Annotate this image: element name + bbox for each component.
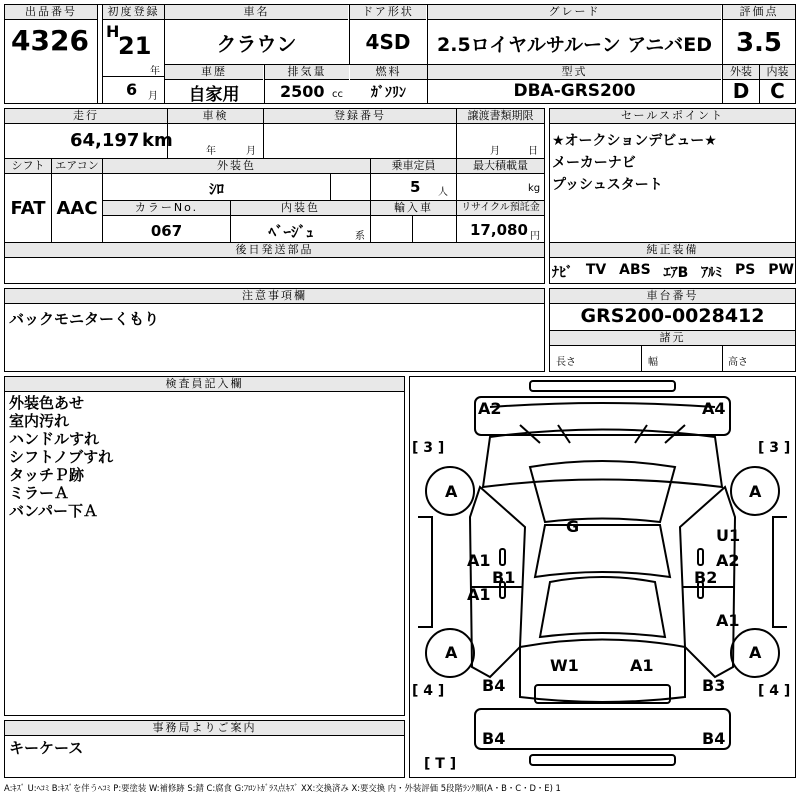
damage-code: B3 [702,676,726,695]
legend: A:ｷｽﾞ U:ﾍｺﾐ B:ｷｽﾞを伴うﾍｺﾐ P:要塗装 W:補修跡 S:錆 C:腐食 G:ﾌﾛﾝﾄｶﾞﾗｽ点ｷｽﾞ XX:交換済み X:要交換 内・外装評価 5段階ﾗﾝｸ順(A・B・C・D・E) 1 [4,783,561,793]
car-name: クラウン [216,32,297,56]
first-reg-label: 初度登録 [103,5,164,20]
notes-label: 注意事項欄 [5,289,544,304]
tire-tag-front-right: [ 3 ] [758,440,791,456]
history-label: 車歴 [165,65,263,80]
inspector-items [9,394,113,520]
damage-code: A2 [478,399,502,418]
grade: 2.5ロイヤルサルーン アニバED [437,34,712,56]
door-type: 4SD [365,30,411,54]
damage-code: W1 [550,656,579,675]
recycle-label: リサイクル預託金 [457,201,544,216]
capacity-label: 乗車定員 [371,159,456,174]
inspector-item: バンパー下Ａ [9,502,98,520]
inspector-item: 外装色あせ [9,394,85,412]
damage-code: B2 [694,568,718,587]
lot-number: 4326 [11,24,89,57]
equip-abs: ABS [619,262,651,278]
score: 3.5 [735,28,783,58]
mileage-label: 走行 [5,109,167,124]
inspector-item: 室内汚れ [9,412,70,430]
int-grade: C [770,79,785,103]
sales-points [552,130,717,196]
month-unit: 月 [148,91,158,102]
inspection-label: 車検 [168,109,263,124]
damage-code: U1 [716,526,741,545]
maxload-unit: kg [528,183,541,194]
sales-point: メーカーナビ [552,155,636,171]
transfer-label: 譲渡書類期限 [457,109,544,124]
damage-code: A1 [467,551,491,570]
model: DBA-GRS200 [513,81,636,101]
maxload-label: 最大積載量 [457,159,544,174]
tire-tag-rear-left: [ 4 ] [412,683,445,699]
damage-code: B4 [702,729,726,748]
inspector-item: タッチＰ跡 [9,466,85,484]
later-parts-label: 後日発送部品 [5,243,544,258]
interior-color-label: 内装色 [231,201,370,216]
inspector-label: 検査員記入欄 [5,377,404,392]
damage-code: B1 [492,568,516,587]
import-label: 輸入車 [371,201,456,216]
reg-month: 6 [126,80,138,99]
height-label: 高さ [728,357,748,368]
car-diagram [410,377,795,777]
damage-code: A4 [702,399,726,418]
damage-code: A [445,643,458,662]
interior-color: ﾍﾞｰｼﾞｭ [268,223,314,241]
damage-code: A1 [467,585,491,604]
equip-airbag: ｴｱB [663,265,689,281]
door-label: ドア形状 [350,5,426,20]
chassis-label: 車台番号 [550,289,795,304]
office-label: 事務局よりご案内 [5,721,404,736]
damage-code: A [749,482,762,501]
ac-label: エアコン [52,159,102,174]
grade-label: グレード [428,5,721,20]
model-label: 型式 [428,65,721,80]
damage-code: B4 [482,729,506,748]
trunk-tag: [ T ] [424,756,457,772]
color-no: 067 [150,222,183,240]
color-label: 外装色 [103,159,370,174]
inspector-item: ハンドルすれ [9,430,100,448]
int-grade-label: 内装 [760,65,795,80]
equipment-list [552,262,794,282]
ext-grade-label: 外装 [723,65,759,80]
insp-year-unit: 年 [206,146,216,157]
fuel-label: 燃料 [350,65,427,80]
capacity-unit: 人 [438,187,448,198]
mileage: 64,197 [70,130,140,151]
damage-code: B4 [482,676,506,695]
inspector-item: ミラーＡ [9,484,70,502]
transfer-month-unit: 月 [490,146,500,157]
ac: AAC [56,198,98,219]
displacement-label: 排気量 [265,65,349,80]
recycle-unit: 円 [530,231,540,242]
damage-code: A [445,482,458,501]
office-text: キーケース [9,739,84,757]
lot-label: 出品番号 [5,5,97,20]
sales-point: ★オークションデビュー★ [552,133,717,149]
fuel: ｶﾞｿﾘﾝ [371,85,406,101]
notes-text: バックモニターくもり [9,310,160,328]
equip-tv: TV [585,262,607,278]
damage-code: G [566,517,580,536]
equip-nav: ﾅﾋﾞ [552,265,573,281]
era-letter: H [106,22,120,41]
damage-code: A1 [716,611,740,630]
damage-code: A2 [716,551,740,570]
equip-ps: PS [735,262,756,278]
score-label: 評価点 [723,5,795,20]
history: 自家用 [188,85,240,105]
damage-code: A1 [630,656,654,675]
shift-label: シフト [5,159,51,174]
shift: FAT [10,198,46,219]
ext-grade: D [732,79,750,103]
interior-color-unit: 系 [355,231,365,242]
width-label: 幅 [648,357,658,368]
sales-label: セールスポイント [550,109,795,124]
chassis-number: GRS200-0028412 [580,305,765,327]
length-label: 長さ [556,357,576,368]
mileage-unit: km [142,130,173,151]
displacement-unit: cc [332,89,343,100]
equip-pw: PW [768,262,794,278]
equipment-label: 純正装備 [550,243,795,258]
transfer-day-unit: 日 [528,146,538,157]
color-no-label: カラーNo. [103,201,230,216]
sales-point: プッシュスタート [552,177,663,193]
color: ｼﾛ [208,180,224,198]
capacity: 5 [410,178,421,196]
inspector-item: シフトノブすれ [9,448,114,466]
displacement: 2500 [280,82,325,101]
car-name-label: 車名 [165,5,348,20]
reg-no-label: 登録番号 [264,109,456,124]
insp-month-unit: 月 [246,146,256,157]
recycle: 17,080 [470,221,528,239]
damage-code: A [749,643,762,662]
tire-tag-front-left: [ 3 ] [412,440,445,456]
year-unit: 年 [150,66,160,77]
dims-label: 諸元 [550,331,795,346]
tire-tag-rear-right: [ 4 ] [758,683,791,699]
reg-year: 21 [118,32,152,60]
equip-alloy: ｱﾙﾐ [701,265,723,281]
